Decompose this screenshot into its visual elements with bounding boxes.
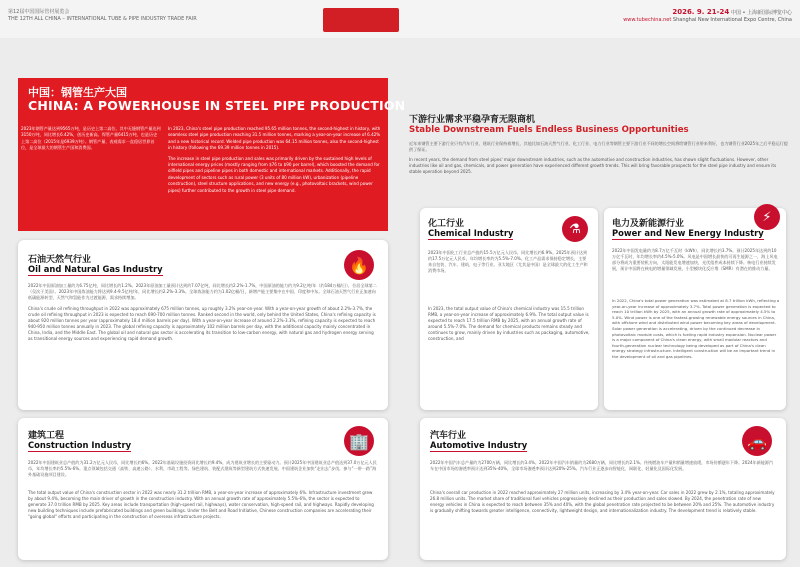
automotive-card [420, 418, 786, 560]
chemical-card [420, 208, 598, 410]
fair-info [623, 9, 792, 24]
construction-card [18, 418, 388, 560]
power-text-en: In 2022, China's total power generation was estimated at 8.7 trillion kWh, reflecting a year-on-year increase of approximately 3.7%. Total power generation is expected to reach 10 trillion kWh by 2025, with an annual growth rate of approximately 4.5% to 5.0%. Wind power is one of the fastest-growing renewable energy sources in China, with offshore wind and distributed wind power becoming key areas of development. Solar power generation is accelerating, driven by the continued decrease in photovoltaic module costs, which is fueling rapid industry expansion. Nuclear power is a major component of China's clean energy, with small modular reactors and fourth-generation nuclear technology being developed as part of China's clean energy strategy infrastructure. Intelligent construction will be an important trend in the development of oil and gas pipelines. [612, 298, 780, 359]
oil-gas-title-en: Oil and Natural Gas Industry [28, 264, 163, 274]
chemical-text-zh: 2023年中国化工行业总产值约15.5万亿元人民币，同比增长约6.9%。2025年预计达到约17.5万亿元人民币，年均增长率约为5.5%-7.0%。化工产品需求保持稳定增长，主要来自包装、汽车、建筑、电子等行业。亚太地区（尤其是中国）是全球最大的化工生产和消费市场。 [428, 250, 588, 274]
automotive-title-en: Automotive Industry [430, 440, 528, 450]
flask-icon: ⚗ [562, 216, 588, 242]
hero-title-en: CHINA: A POWERHOUSE IN STEEL PIPE PRODUCTION [28, 98, 406, 113]
fair-url[interactable]: www.tubechina.net [623, 17, 672, 23]
hero-text-en-2: The increase in steel pipe production and sales was primarily driven by the sustained high levels of international energy prices (mostly ranging from $76 to $90 per barrel), which boosted the demand for oilfield pipes and pipeline pipes in both domestic and international markets. Additionally, the rapid development of sectors such as rural power (3 units of 80 million kW), urbanization (pipeline construction), steel structure applications, and new energy (e.g., photovoltaic brackets, wind power pipes) further contributed to the growth in steel pipe demand. [168, 155, 380, 193]
construction-title-zh: 建筑工程 [28, 431, 65, 441]
automotive-text-en: China's overall car production in 2022 reached approximately 27 million units, increasing by 3.4% year-on-year. Car sales in 2022 grew by 2.1%, totaling approximately 26.8 million units. The market share of traditional fuel vehicles progressively declined as their production and sales slowed. By 2024, the penetration rate of new energy vehicles in China is expected to reach between 35% and 40%, with the global penetration rate projected to be between 20% and 25%. The automotive industry is gradually shifting towards greater intelligence, connectivity, lightweight design, and internationalization industry. The development trend is relatively stable. [430, 490, 775, 514]
flame-icon: 🔥 [344, 250, 374, 280]
construction-text-en: The total output value of China's construction sector in 2022 was nearly 31.2 trillion RMB, a year-on-year increase of approximately 6%. Infrastructure investment grew by about 9.4%, becoming the main driver of growth in the construction industry. With an annual growth rate of approximately 5.5%-6%, the sector is expected to generate 37.0 trillion RMB by 2025. Key areas include transportation (high-speed rail, highways), water conservation, high-speed rail, and highways. Rapidly developing new building techniques include prefabricated buildings and green buildings. Under the Belt and Road Initiative, Chinese construction companies are accelerating their "going global" efforts and participating in the construction of overseas infrastructure projects. [28, 490, 374, 520]
oil-gas-title-zh: 石油天然气行业 [28, 255, 92, 265]
building-icon: 🏢 [344, 426, 374, 456]
construction-text-zh: 2022年中国建筑业总产值约为31.2万亿元人民币，同比增长约6%。2022年基础设施投资同比增长约9.4%，成为建筑业增长的主要驱动力。预计2025年中国建筑业总产值达到37.0万亿元人民币，年均增长率约5.5%-6%。重点领域包括交通（高铁、高速公路）、水利、市政工程等。绿色建筑、装配式建筑等新型建筑方式快速发展。中国建筑企业加快“走出去”步伐，参与“一带一路”海外基础设施项目建设。 [28, 460, 377, 478]
fair-title [8, 9, 197, 23]
fair-venue: 中国 • 上海新国际博览中心 [730, 10, 792, 16]
hero-section [18, 78, 406, 231]
fair-venue-en: Shanghai New International Expo Centre, China [672, 17, 792, 23]
chemical-title-en: Chemical Industry [428, 228, 514, 238]
car-icon: 🚗 [742, 426, 772, 456]
power-title-zh: 电力及新能源行业 [612, 219, 685, 229]
fair-title-en: THE 12TH ALL CHINA – INTERNATIONAL TUBE & PIPE INDUSTRY TRADE FAIR [8, 16, 197, 22]
hero-text-zh: 2023年钢管产量达到9565万吨，是历史上第二高位。其中无缝钢管产量达到3150万吨，同比增长6.42%，创历史新高。焊管产量6415万吨，也是历史上第二高位（2015年是6939万吨）。钢管产量、表观需求一直稳居世界首位，是全球最大的钢管生产国和消费国。 [21, 126, 161, 151]
plug-icon: ⚡ [754, 204, 780, 230]
downstream-text-zh: 近年来钢管主要下游行业只有汽车行业、建筑行业保持着增长，其他比如石油天然气行业、化工行业、电力行业等钢管主要下游行业不同的增长空间将给钢管行业带来利好，也为钢管行业2025年之后平稳运行提供了保证。 [409, 141, 788, 153]
power-card [604, 208, 786, 410]
chemical-title-zh: 化工行业 [428, 219, 465, 229]
automotive-text-zh: 2022年中国汽车总产量约为2700万辆，同比增长约3.4%。2022年中国汽车销量约为2680万辆，同比增长约2.1%。传统燃油车产量和销量增速放缓，市场份额逐年下降。2024年新能源汽车在中国市场的渗透率预计达到35%-40%，全球市场渗透率预计达到20%-25%。汽车行业正逐步向智能化、网联化、轻量化及国际化发展。 [430, 460, 774, 472]
automotive-title-zh: 汽车行业 [430, 431, 467, 441]
page-header [0, 0, 800, 38]
fair-logo [323, 8, 399, 32]
downstream-title-zh: 下游行业需求平稳孕育无限商机 [409, 115, 536, 125]
power-text-zh: 2022年中国发电量约为8.7万亿千瓦时（kWh），同比增长约3.7%。预计2025年达到约10万亿千瓦时，年均增长率约4.5%-5.0%。风电是中国增长最快的可再生能源之一，海上风电部分将成为重要装机方向，太阳能发电增速加快，光伏组件成本持续下降。核电行业持续发展，预计中国将在核电的增量领域发展，小型模块化反应堆（SMR）有潜在的推动力量。 [612, 248, 778, 272]
fair-title-zh: 第12届中国国际管材展览会 [8, 9, 70, 15]
power-title-en: Power and New Energy Industry [612, 228, 764, 238]
fair-date: 2026. 9. 21-24 [672, 8, 730, 16]
downstream-title-en: Stable Downstream Fuels Endless Business Opportunities [409, 125, 689, 135]
hero-title-zh: 中国：钢管生产大国 [28, 86, 127, 99]
downstream-text-en: In recent years, the demand from steel pipes' major downstream industries, such as the automotive and construction industries, has shown slight fluctuations. However, other industries like oil and gas, chemicals, and power generation have experienced different growth trends. This will bring favorable prospects for the steel pipe industry and ensure its stable operation beyond 2025. [409, 157, 777, 175]
oil-gas-card [18, 240, 388, 410]
chemical-text-en: In 2023, the total output value of China's chemical industry was 15.5 trillion RMB, a year-on-year increase of approximately 6.9%. The total output value is expected to reach 17.5 trillion RMB by 2025, with an annual growth rate of around 5.5%-7.0%. The demand for chemical products remains steady and continues to grow, mainly driven by industries such as packaging, automotive, construction, and [428, 306, 590, 342]
hero-text-en-1: In 2023, China's steel pipe production reached 95.65 million tonnes, the second-highest in history, with seamless steel pipe production reaching 31.5 million tonnes, marking a year-on-year increase of 6.42% and a new historical record. Welded pipe production was 64.15 million tonnes, also the second-highest in history (following the 69.39 million tonnes in 2015). [168, 126, 381, 151]
hero-text-en [168, 126, 382, 194]
oil-gas-text-en: China's crude oil refining throughput in 2022 was approximately 675 million tonnes, up roughly 3.2% year-on-year. With a year-on-year growth of about 2.2%-3.7%, the crude oil refining throughput in 2023 is expected to reach 690-700 million tonnes. Ranked second in the world, only behind the United States, China's refining capacity is about 920 million tonnes per year (approximately 18.4 million barrels per day). With a year-on-year increase of around 2.2%-3.3%, refining capacity is expected to reach 940-950 million tonnes annually in 2023. The global refining capacity is approximately 102 million barrels per day, with the additional capacity mainly concentrated in China, India, and the Middle East. The global oil and natural gas sector is accelerating its transition to low-carbon energy, with natural gas and hydrogen energy serving as transitional energy sources and experiencing rapid demand growth. [28, 306, 376, 342]
oil-gas-text-zh: 2022年中国原油加工量约为6.75亿吨，同比增长约1.2%。2023年原油加工量预计达到约7.07亿吨，同比增长约2.2%-1.7%，中国原油的能力约为9.2亿吨/年（约184万桶/日），位居全球第二（仅次于美国）。2023年中国炼油能力将达到9.4-9.5亿吨/年，同比增长约2.2%-3.3%。全球炼油能力约为1.02亿桶/日，新增产能主要集中在中国、印度和中东。全球石油天然气行业正加速向低碳能源转型，天然气和氢能作为过渡能源，需求持续增加。 [28, 283, 377, 301]
construction-title-en: Construction Industry [28, 440, 132, 450]
